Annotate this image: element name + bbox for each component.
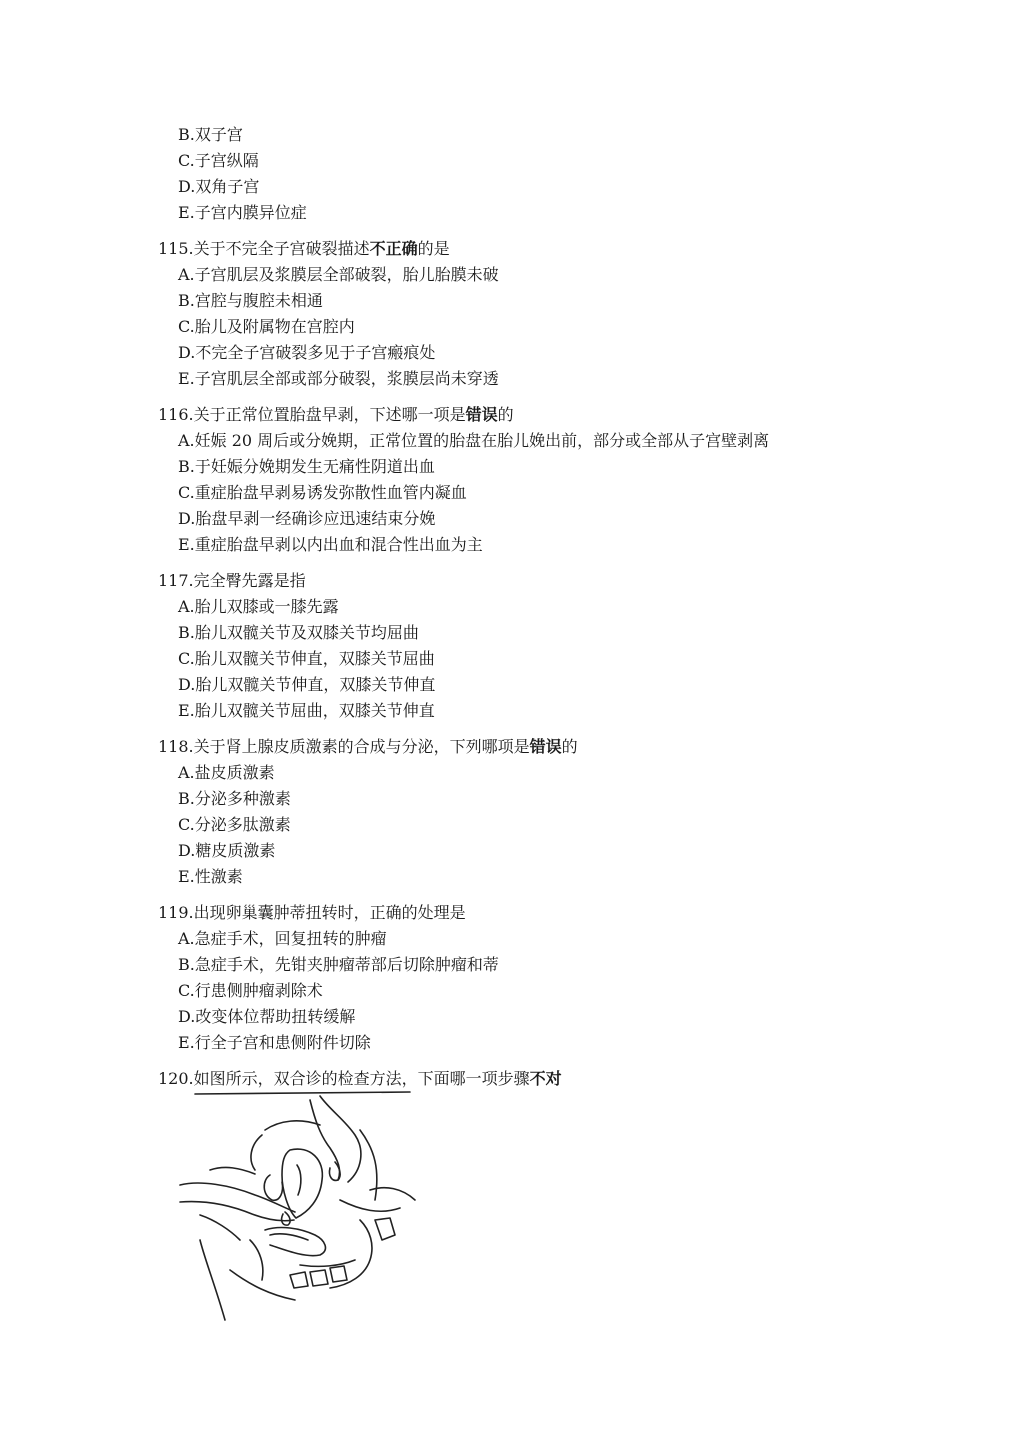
emphasis: 错误	[529, 737, 562, 756]
question-115-option-c: C.胎儿及附属物在宫腔内	[178, 317, 355, 336]
question-117-option-e: E.胎儿双髋关节屈曲，双膝关节伸直	[178, 701, 435, 720]
question-115-option-e: E.子宫肌层全部或部分破裂，浆膜层尚未穿透	[178, 369, 499, 388]
emphasis: 不正确	[369, 239, 418, 258]
question-119-option-a: A.急症手术，回复扭转的肿瘤	[178, 929, 387, 948]
question-119-option-c: C.行患侧肿瘤剥除术	[178, 981, 323, 1000]
question-119-option-d: D.改变体位帮助扭转缓解	[178, 1007, 356, 1026]
question-115-option-b: B.宫腔与腹腔未相通	[178, 291, 323, 310]
option-d-prev: D.双角子宫	[178, 177, 260, 196]
emphasis: 错误	[465, 405, 498, 424]
question-118-option-e: E.性激素	[178, 867, 243, 886]
question-115-option-d: D.不完全子宫破裂多见于子宫瘢痕处	[178, 343, 436, 362]
question-118-option-d: D.糖皮质激素	[178, 841, 276, 860]
question-117-option-b: B.胎儿双髋关节及双膝关节均屈曲	[178, 623, 419, 642]
question-119-option-b: B.急症手术，先钳夹肿瘤蒂部后切除肿瘤和蒂	[178, 955, 499, 974]
question-120-stem: 120.如图所示，双合诊的检查方法，下面哪一项步骤不对	[158, 1069, 562, 1088]
question-118-option-c: C.分泌多肽激素	[178, 815, 291, 834]
question-118-option-a: A.盐皮质激素	[178, 763, 275, 782]
question-116-option-d: D.胎盘早剥一经确诊应迅速结束分娩	[178, 509, 436, 528]
question-119-stem: 119.出现卵巢囊肿蒂扭转时，正确的处理是	[158, 903, 466, 922]
question-117-option-a: A.胎儿双膝或一膝先露	[178, 597, 339, 616]
question-116-option-b: B.于妊娠分娩期发生无痛性阴道出血	[178, 457, 435, 476]
question-119-option-e: E.行全子宫和患侧附件切除	[178, 1033, 371, 1052]
option-e-prev: E.子宫内膜异位症	[178, 203, 307, 222]
question-115-option-a: A.子宫肌层及浆膜层全部破裂，胎儿胎膜未破	[178, 265, 499, 284]
question-116-option-e: E.重症胎盘早剥以内出血和混合性出血为主	[178, 535, 483, 554]
emphasis: 不对	[529, 1069, 562, 1088]
question-116-option-a: A.妊娠 20 周后或分娩期，正常位置的胎盘在胎儿娩出前，部分或全部从子宫壁剥离	[178, 431, 770, 450]
option-c-prev: C.子宫纵隔	[178, 151, 259, 170]
bimanual-exam-illustration	[170, 1090, 420, 1322]
question-118-option-b: B.分泌多种激素	[178, 789, 291, 808]
question-118-stem: 118.关于肾上腺皮质激素的合成与分泌，下列哪项是错误的	[158, 737, 578, 756]
question-116-stem: 116.关于正常位置胎盘早剥，下述哪一项是错误的	[158, 405, 514, 424]
question-117-option-c: C.胎儿双髋关节伸直，双膝关节屈曲	[178, 649, 435, 668]
question-117-option-d: D.胎儿双髋关节伸直，双膝关节伸直	[178, 675, 436, 694]
option-b-prev: B.双子宫	[178, 125, 243, 144]
question-116-option-c: C.重症胎盘早剥易诱发弥散性血管内凝血	[178, 483, 467, 502]
question-117-stem: 117.完全臀先露是指	[158, 571, 306, 590]
question-115-stem: 115.关于不完全子宫破裂描述不正确的是	[158, 239, 450, 258]
